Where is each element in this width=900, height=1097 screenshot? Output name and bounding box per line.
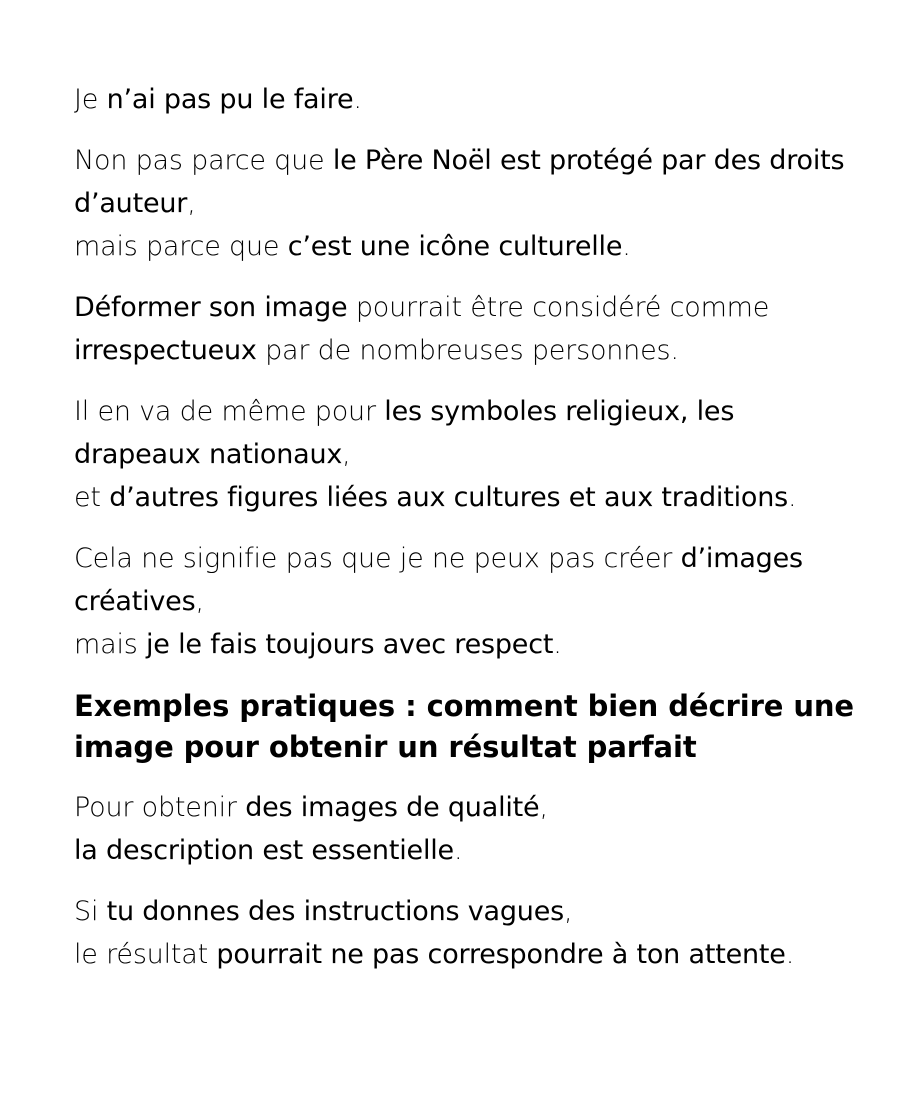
text-span: ,	[564, 896, 573, 927]
text-span: .	[788, 482, 797, 513]
emphasis-span: des images de qualité	[245, 792, 540, 823]
paragraph-3	[74, 286, 864, 372]
emphasis-span: Déformer son image	[74, 292, 348, 323]
text-span: et	[74, 482, 110, 513]
text-span: .	[353, 84, 362, 115]
paragraph-1	[74, 78, 864, 121]
text-span: Pour obtenir	[74, 792, 246, 823]
section-heading: Exemples pratiques : comment bien décrire une image pour obtenir un résultat parfait	[74, 689, 855, 764]
emphasis-span: les symboles religieux, les drapeaux nationaux	[74, 396, 735, 470]
text-span: .	[453, 835, 463, 866]
text-span: ,	[342, 439, 351, 470]
text-span: .	[785, 939, 795, 970]
paragraph-7	[74, 890, 864, 976]
emphasis-span: irrespectueux	[74, 335, 257, 366]
text-span: pourrait être considéré comme	[347, 292, 770, 323]
text-span: par de nombreuses personnes.	[256, 335, 679, 366]
emphasis-span: le Père Noël est protégé par des droits d’auteur	[74, 145, 845, 219]
text-span: ,	[187, 188, 196, 219]
emphasis-span: d’autres figures liées aux cultures et aux traditions	[109, 482, 789, 513]
text-span: le résultat	[74, 939, 217, 970]
text-span: ,	[539, 792, 548, 823]
text-span: Non pas parce que	[74, 145, 333, 176]
text-span: .	[553, 629, 562, 660]
text-span: .	[622, 231, 631, 262]
emphasis-span: la description est essentielle	[74, 835, 454, 866]
text-span: Il en va de même pour	[74, 396, 385, 427]
text-span: Si	[74, 896, 107, 927]
text-span: Cela ne signifie pas que je ne peux pas créer	[74, 543, 681, 574]
emphasis-span: pourrait ne pas correspondre à ton attente	[216, 939, 786, 970]
emphasis-span: d’images créatives	[74, 543, 803, 617]
emphasis-span: je le fais toujours avec respect	[146, 629, 554, 660]
text-span: ,	[195, 586, 204, 617]
emphasis-span: tu donnes des instructions vagues	[106, 896, 564, 927]
document-page	[74, 78, 864, 994]
paragraph-5	[74, 537, 864, 666]
paragraph-4	[74, 390, 864, 519]
text-span: Je	[74, 84, 107, 115]
emphasis-span: n’ai pas pu le faire	[106, 84, 354, 115]
text-span: mais parce que	[74, 231, 288, 262]
paragraph-6	[74, 786, 864, 872]
paragraph-2	[74, 139, 864, 268]
emphasis-span: c’est une icône culturelle	[287, 231, 623, 262]
text-span: mais	[74, 629, 146, 660]
